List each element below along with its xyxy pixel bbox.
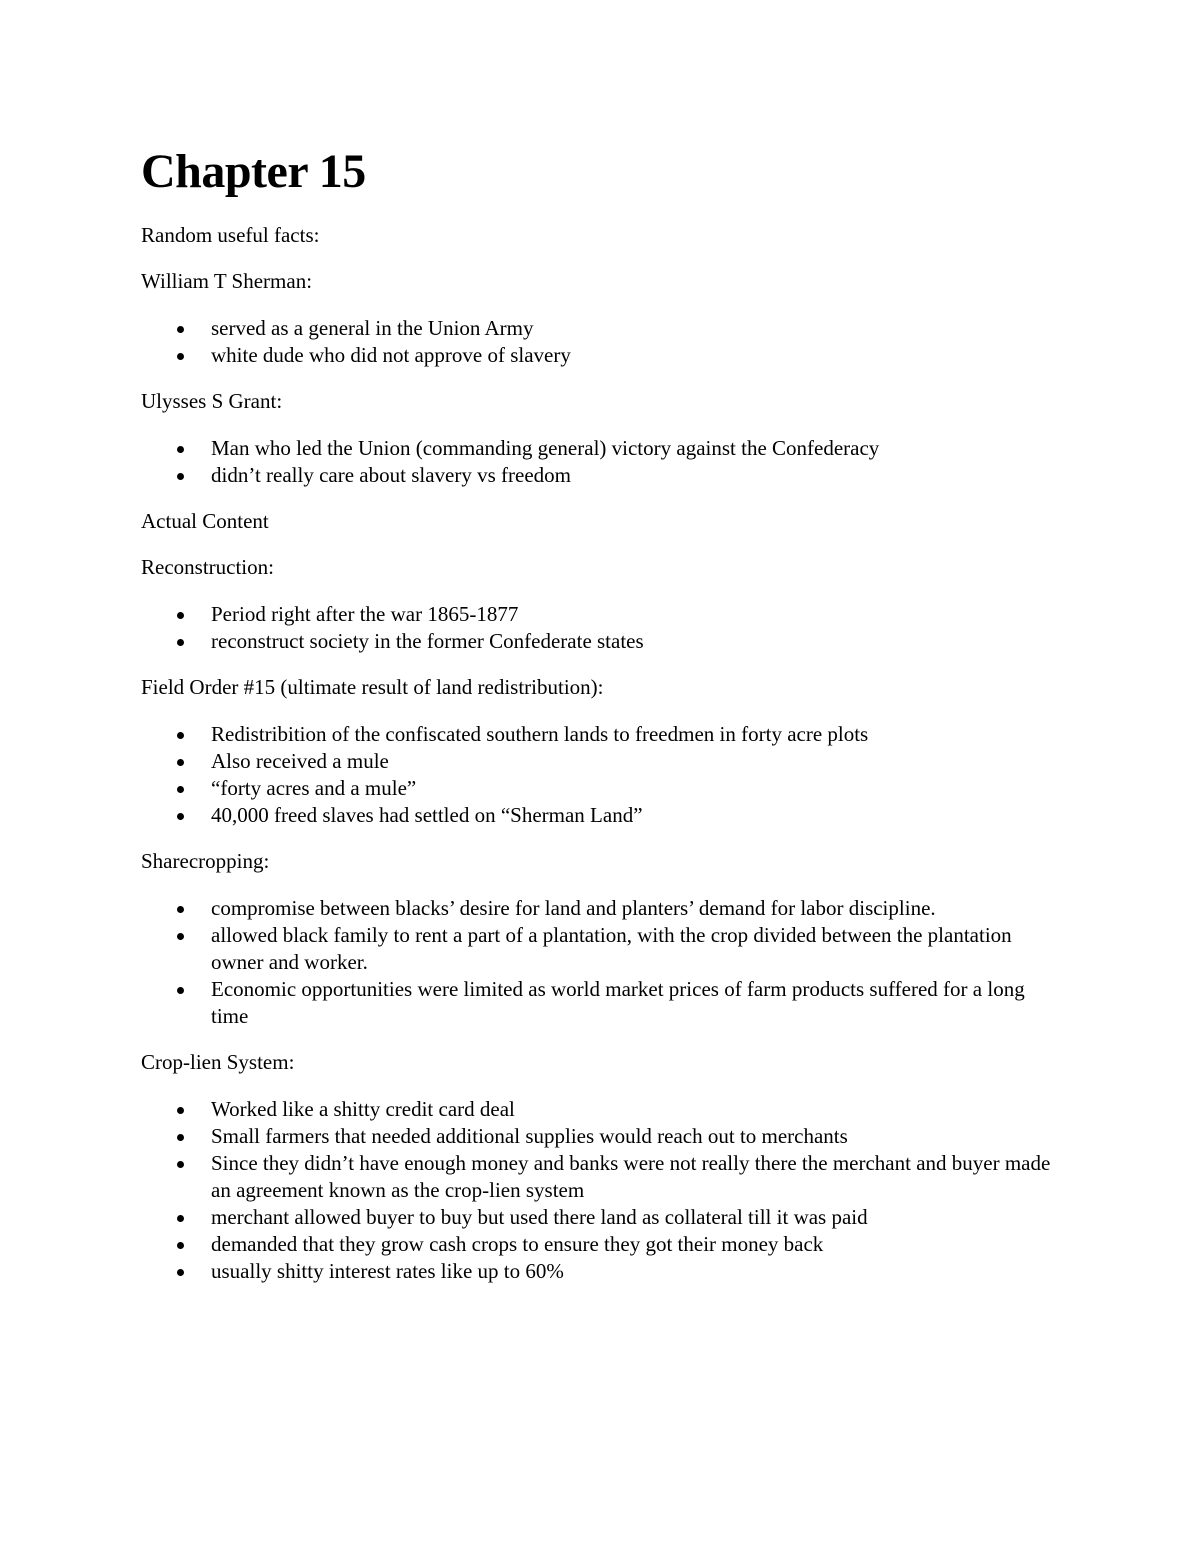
list-item <box>141 462 1061 489</box>
list-item-text: Also received a mule <box>211 749 389 773</box>
list-item <box>141 721 1061 748</box>
bullet-icon <box>177 759 184 766</box>
list-item-text: Worked like a shitty credit card deal <box>211 1097 515 1121</box>
list-item <box>141 976 1061 1030</box>
bullet-icon <box>177 987 184 994</box>
field-order-heading: Field Order #15 (ultimate result of land redistribution): <box>141 675 604 699</box>
bullet-icon <box>177 1242 184 1249</box>
random-useful-facts-label: Random useful facts: <box>141 223 320 247</box>
grant-heading: Ulysses S Grant: <box>141 389 283 413</box>
bullet-icon <box>177 906 184 913</box>
list-item-text: white dude who did not approve of slavery <box>211 343 571 367</box>
list-item-text: compromise between blacks’ desire for land and planters’ demand for labor discipline. <box>211 896 936 920</box>
list-item-text: allowed black family to rent a part of a plantation, with the crop divided between the plantation owner and worker. <box>211 923 1012 974</box>
grant-list <box>141 435 1061 489</box>
bullet-icon <box>177 786 184 793</box>
list-item-text: Man who led the Union (commanding general) victory against the Confederacy <box>211 436 880 460</box>
page-title: Chapter 15 <box>141 145 366 198</box>
list-item-text: merchant allowed buyer to buy but used there land as collateral till it was paid <box>211 1205 868 1229</box>
bullet-icon <box>177 732 184 739</box>
bullet-icon <box>177 1215 184 1222</box>
list-item-text: Redistribition of the confiscated southern lands to freedmen in forty acre plots <box>211 722 869 746</box>
list-item <box>141 802 1061 829</box>
bullet-icon <box>177 446 184 453</box>
bullet-icon <box>177 353 184 360</box>
list-item <box>141 1123 1061 1150</box>
bullet-icon <box>177 1134 184 1141</box>
bullet-icon <box>177 612 184 619</box>
sharecropping-heading: Sharecropping: <box>141 849 270 873</box>
list-item <box>141 435 1061 462</box>
bullet-icon <box>177 933 184 940</box>
crop-lien-heading: Crop-lien System: <box>141 1050 295 1074</box>
list-item <box>141 1231 1061 1258</box>
sherman-list <box>141 315 1061 369</box>
list-item <box>141 775 1061 802</box>
list-item-text: “forty acres and a mule” <box>211 776 417 800</box>
list-item-text: Period right after the war 1865-1877 <box>211 602 519 626</box>
list-item <box>141 895 1061 922</box>
list-item-text: served as a general in the Union Army <box>211 316 534 340</box>
list-item <box>141 748 1061 775</box>
list-item-text: reconstruct society in the former Confederate states <box>211 629 644 653</box>
bullet-icon <box>177 1107 184 1114</box>
sharecropping-list <box>141 895 1061 1030</box>
list-item-text: usually shitty interest rates like up to 60% <box>211 1259 564 1283</box>
sherman-heading: William T Sherman: <box>141 269 313 293</box>
list-item-text: demanded that they grow cash crops to ensure they got their money back <box>211 1232 824 1256</box>
bullet-icon <box>177 1161 184 1168</box>
bullet-icon <box>177 1269 184 1276</box>
list-item <box>141 1096 1061 1123</box>
list-item <box>141 1150 1061 1204</box>
bullet-icon <box>177 813 184 820</box>
list-item <box>141 601 1061 628</box>
list-item <box>141 1204 1061 1231</box>
field-order-list <box>141 721 1061 829</box>
list-item <box>141 342 1061 369</box>
list-item-text: Since they didn’t have enough money and banks were not really there the merchant and buyer made an agreement known as the crop-lien system <box>211 1151 1051 1202</box>
actual-content-label: Actual Content <box>141 509 269 533</box>
list-item <box>141 315 1061 342</box>
list-item-text: Small farmers that needed additional supplies would reach out to merchants <box>211 1124 848 1148</box>
reconstruction-heading: Reconstruction: <box>141 555 274 579</box>
crop-lien-list <box>141 1096 1061 1285</box>
list-item <box>141 922 1061 976</box>
list-item-text: 40,000 freed slaves had settled on “Sherman Land” <box>211 803 643 827</box>
document-body <box>141 140 1061 1285</box>
bullet-icon <box>177 473 184 480</box>
bullet-icon <box>177 326 184 333</box>
list-item-text: Economic opportunities were limited as world market prices of farm products suffered for a long time <box>211 977 1025 1028</box>
list-item-text: didn’t really care about slavery vs freedom <box>211 463 571 487</box>
bullet-icon <box>177 639 184 646</box>
reconstruction-list <box>141 601 1061 655</box>
list-item <box>141 628 1061 655</box>
list-item <box>141 1258 1061 1285</box>
